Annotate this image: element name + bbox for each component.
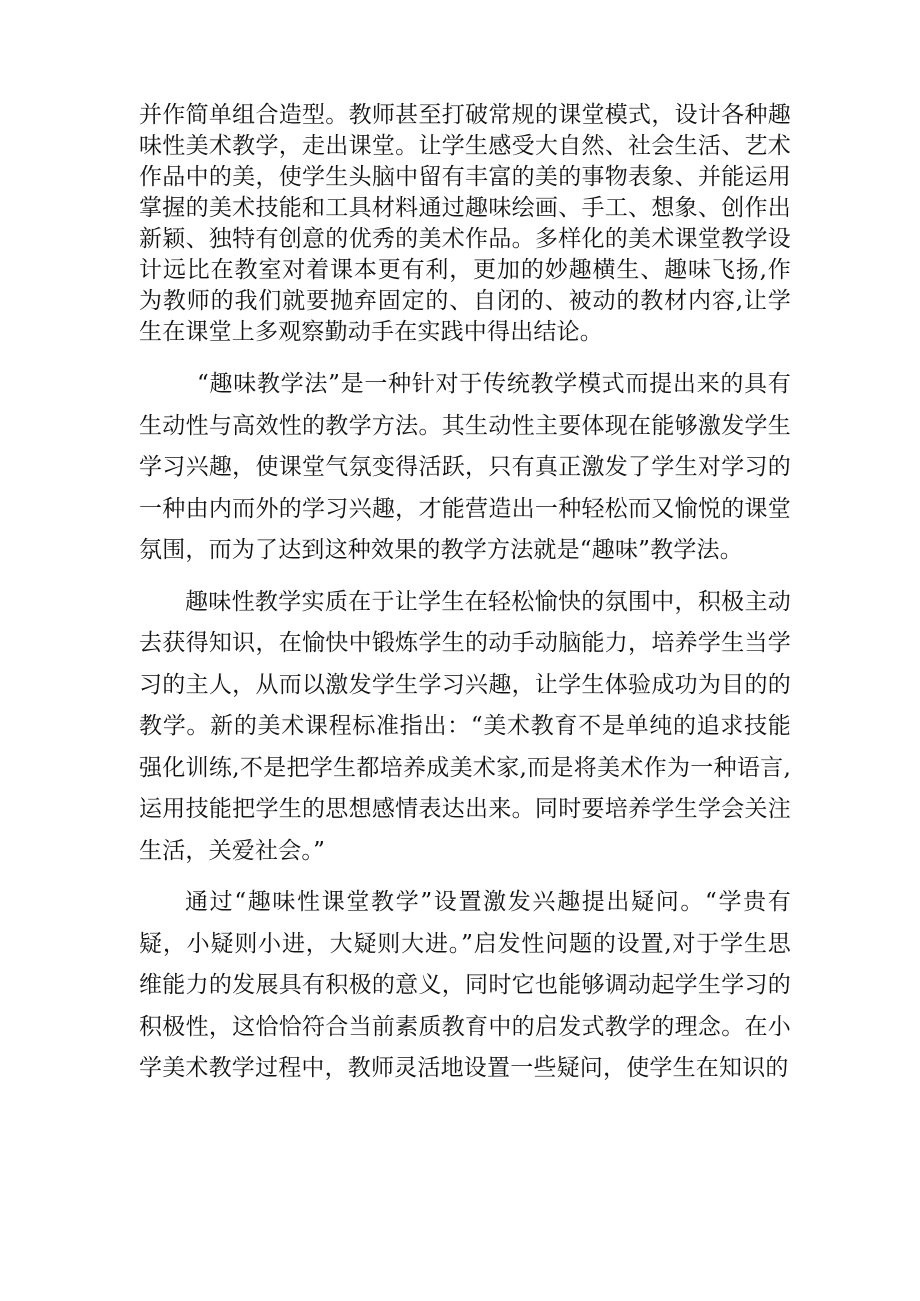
paragraph-3: 趣味性教学实质在于让学生在轻松愉快的氛围中，积极主动去获得知识，在愉快中锻炼学生的动手动脑能力，培养学生当学习的主人，从而以激发学生学习兴趣，让学生体验成功为目的的教学。新的美术课程标准指出：“美术教育不是单纯的追求技能强化训练,不是把学生都培养成美术家,而是将美术作为一种语言,运用技能把学生的思想感情表达出来。同时要培养学生学会关注生活，关爱社会。” bbox=[139, 588, 791, 864]
paragraph-4: 通过“趣味性课堂教学”设置激发兴趣提出疑问。“学贵有疑，小疑则小进，大疑则大进。”启发性问题的设置,对于学生思维能力的发展具有积极的意义，同时它也能够调动起学生学习的积极性，这恰恰符合当前素质教育中的启发式教学的理念。在小学美术教学过程中，教师灵活地设置一些疑问，使学生在知识的 bbox=[139, 889, 791, 1081]
paragraph-1: 并作简单组合造型。教师甚至打破常规的课堂模式，设计各种趣味性美术教学，走出课堂。让学生感受大自然、社会生活、艺术作品中的美，使学生头脑中留有丰富的美的事物表象、并能运用掌握的美术技能和工具材料通过趣味绘画、手工、想象、创作出新颖、独特有创意的优秀的美术作品。多样化的美术课堂教学设计远比在教室对着课本更有利，更加的妙趣横生、趣味飞扬,作为教师的我们就要抛弃固定的、自闭的、被动的教材内容,让学生在课堂上多观察勤动手在实践中得出结论。 bbox=[139, 102, 791, 345]
paragraph-2: “趣味教学法”是一种针对于传统教学模式而提出来的具有生动性与高效性的教学方法。其生动性主要体现在能够激发学生学习兴趣，使课堂气氛变得活跃，只有真正激发了学生对学习的一种由内而外的学习兴趣，才能营造出一种轻松而又愉悦的课堂氛围，而为了达到这种效果的教学方法就是“趣味”教学法。 bbox=[139, 371, 791, 563]
document-body bbox=[139, 100, 791, 1100]
